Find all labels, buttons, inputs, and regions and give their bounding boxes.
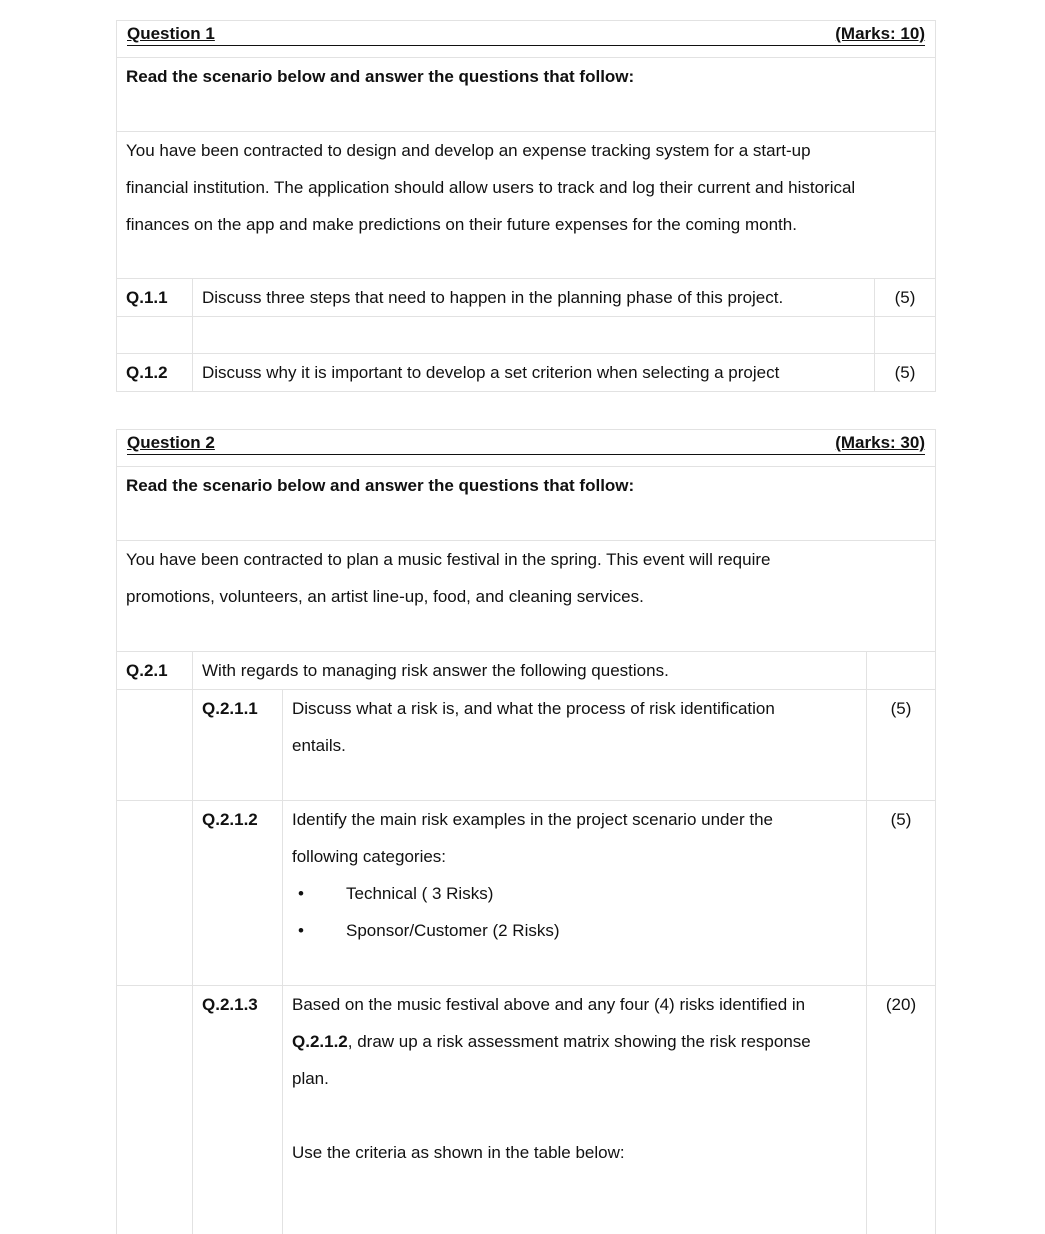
scenario-line: You have been contracted to plan a music festival in the spring. This event will require bbox=[126, 550, 771, 569]
question-marks: (20) bbox=[867, 986, 936, 1234]
question-2-scenario bbox=[117, 541, 936, 652]
spacer-row bbox=[117, 317, 936, 354]
question-text: Based on the music festival above and any four (4) risks identified in Q.2.1.2, draw up a risk assessment matrix showing the risk response plan. Use the criteria as shown in the table below: bbox=[283, 986, 867, 1234]
question-text: Discuss three steps that need to happen in the planning phase of this project. bbox=[193, 279, 875, 317]
question-1-instruction: Read the scenario below and answer the questions that follow: bbox=[117, 58, 936, 132]
question-1-header bbox=[117, 21, 936, 58]
question-number: Q.1.1 bbox=[117, 279, 193, 317]
scenario-line: finances on the app and make predictions on their future expenses for the coming month. bbox=[126, 215, 797, 234]
bullet-icon: • bbox=[298, 884, 304, 903]
scenario-line: financial institution. The application should allow users to track and log their current and historical bbox=[126, 178, 856, 197]
question-2-marks: (Marks: 30) bbox=[835, 433, 925, 452]
question-text: Identify the main risk examples in the project scenario under the following categories: • Technical ( 3 Risks) • Sponsor/Customer (2 Risks) bbox=[283, 801, 867, 986]
question-1-marks: (Marks: 10) bbox=[835, 24, 926, 43]
scenario-line: You have been contracted to design and develop an expense tracking system for a start-up bbox=[126, 141, 811, 160]
question-text: Discuss why it is important to develop a set criterion when selecting a project bbox=[193, 354, 875, 392]
scenario-line: promotions, volunteers, an artist line-up, food, and cleaning services. bbox=[126, 587, 644, 606]
question-2-title: Question 2 bbox=[127, 433, 215, 452]
question-1-title: Question 1 bbox=[127, 24, 215, 43]
subquestion-row bbox=[117, 690, 936, 801]
subquestion-row bbox=[117, 986, 936, 1234]
question-number: Q.1.2 bbox=[117, 354, 193, 392]
question-number: Q.2.1.2 bbox=[193, 801, 283, 986]
question-2-header bbox=[117, 430, 936, 467]
question-2-instruction: Read the scenario below and answer the questions that follow: bbox=[117, 467, 936, 541]
question-1-scenario bbox=[117, 132, 936, 279]
question-reference: Q.2.1.2 bbox=[292, 1032, 348, 1051]
question-marks: (5) bbox=[867, 801, 936, 986]
question-1-table bbox=[116, 20, 936, 392]
bullet-icon: • bbox=[298, 921, 304, 940]
question-marks: (5) bbox=[875, 279, 936, 317]
question-number: Q.2.1 bbox=[117, 652, 193, 690]
question-row bbox=[117, 354, 936, 392]
question-text: Discuss what a risk is, and what the process of risk identification entails. bbox=[283, 690, 867, 801]
question-text: With regards to managing risk answer the following questions. bbox=[193, 652, 867, 690]
question-number: Q.2.1.3 bbox=[193, 986, 283, 1234]
question-marks: (5) bbox=[867, 690, 936, 801]
list-item: • Technical ( 3 Risks) bbox=[292, 875, 857, 912]
list-item: • Sponsor/Customer (2 Risks) bbox=[292, 912, 857, 949]
question-row bbox=[117, 652, 936, 690]
question-marks: (5) bbox=[875, 354, 936, 392]
risk-category-list bbox=[292, 875, 857, 949]
question-2-table bbox=[116, 429, 936, 1234]
subquestion-row bbox=[117, 801, 936, 986]
question-row bbox=[117, 279, 936, 317]
question-number: Q.2.1.1 bbox=[193, 690, 283, 801]
